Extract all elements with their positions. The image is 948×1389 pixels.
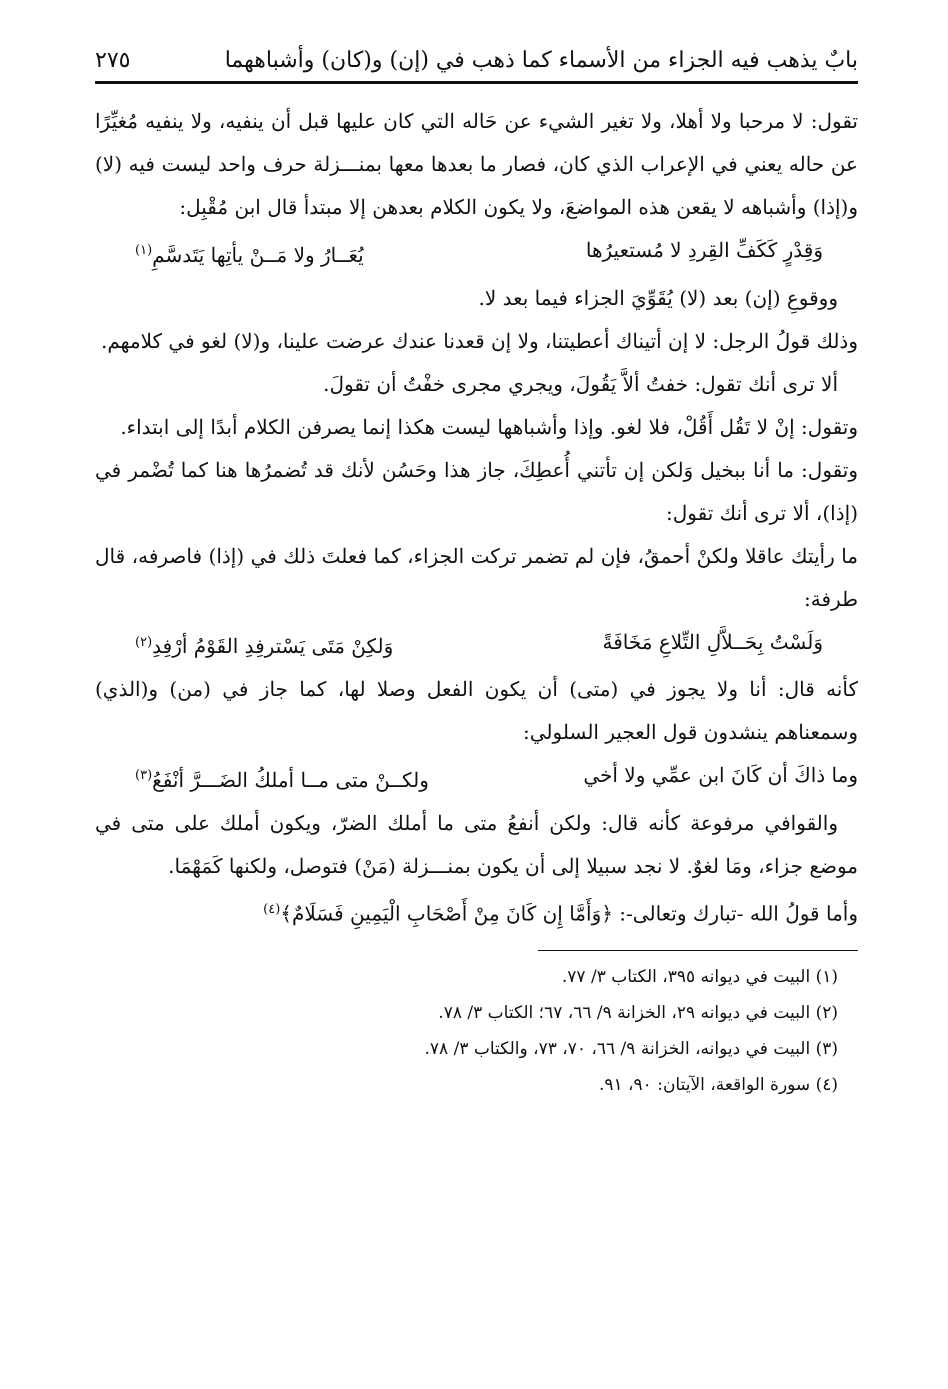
page-body [95,100,858,1103]
footnote-4: (٤) سورة الواقعة، الآيتان: ٩٠، ٩١. [598,1074,838,1095]
paragraph-4: ألا ترى أنك تقول: خفتُ ألاَّ يَقُولَ، ويجري مجرى خفْتُ أن تقولَ. [323,371,838,396]
verse-1-hemistich-2: يُعَــارُ ولا مَــنْ يأتِها يَتَدسَّمِ$^{(١)}$ [135,242,364,267]
page-header [95,36,858,84]
verse-2-hemistich-1: وَلَسْتُ بِحَــلاَّلِ التِّلاعِ مَخَافَةً [602,629,823,654]
verse-3 [95,754,858,802]
footnote-ref-1: (١) [135,243,153,258]
footnote-ref-2: (٢) [135,634,153,650]
paragraph-10: وأما قولُ الله -تبارك وتعالى-: ﴿وَأَمَّا إِن كَانَ مِنْ أَصْحَابِ الْيَمِينِ فَسَلَامٌ﴾$^{(٤)}$ [263,901,858,926]
verse-1 [95,229,858,277]
paragraph-3: وذلك قولُ الرجل: لا إن أتيناك أعطيتنا، ولا إن قعدنا عندك عرضت علينا، و(لا) لغو في كلامهم. [101,328,858,353]
paragraph-2: ووقوعِ (إن) بعد (لا) يُقَوِّيَ الجزاء فيما بعد لا. [478,285,838,310]
footnote-1: (١) البيت في ديوانه ٣٩٥، الكتاب ٣/ ٧٧. [561,966,838,987]
verse-3-hemistich-2: ولكــنْ متى مــا أملكُ الضَـــرَّ أنْفَعُ$^{(٣)}$ [135,767,429,792]
verse-2-hemistich-2: وَلكِنْ مَتَى يَسْترفِدِ القَوْمُ أرْفِدِ$^{(٢)}$ [135,634,394,659]
paragraph-5: وتقول: إنْ لا تَقُل أَقُلْ، فلا لغو. وإذا وأشباهها ليست هكذا إنما يصرفن الكلام أبدًا إلى ابتداء. [120,414,858,439]
verse-3-hemistich-1: وما ذاكَ أن كَانَ ابن عمِّي ولا أخي [583,763,858,788]
paragraph-9: والقوافي مرفوعة كأنه قال: ولكن أنفعُ متى ما أملك الضرّ، ويكون أملك على متى في موضع جزاء، ومَا لغوٌ. لا نجد سبيلا إلى أن يكون بمنـــزلة (مَنْ) فتوصل، ولكنها كَمَهْمَا. [95,810,858,878]
running-title: بابٌ يذهب فيه الجزاء من الأسماء كما ذهب في (إن) و(كان) وأشباههما [224,48,858,73]
footnote-divider [538,950,858,951]
paragraph-1: تقول: لا مرحبا ولا أهلا، ولا تغير الشيء عن حَاله التي كان عليها قبل أن ينفيه، ولا ينفيه مُغيِّرًا عن حاله يعني في الإعراب الذي كان، فصار ما بعدها معها بمنـــزلة حرف واحد ليست فيه (لا) و(إذا) وأشباهه لا يقعن هذه المواضعَ، ولا يكون الكلام بعدهن إلا مبتدأ قال ابن مُقْبِل: [95,109,858,219]
paragraph-8: كأنه قال: أنا ولا يجوز في (متى) أن يكون الفعل وصلا لها، كما جاز في (من) و(الذي) وسمعناهم ينشدون قول العجير السلولي: [95,677,858,745]
paragraph-7: ما رأيتك عاقلا ولكنْ أحمقُ، فإن لم تضمر تركت الجزاء، كما فعلتَ ذلك في (إذا) فاصرفه، قال طرفة: [95,543,858,611]
verse-2 [95,621,858,669]
footnote-ref-4: (٤) [263,901,281,917]
verse-1-hemistich-1: وَقِدْرٍ كَكَفِّ القِردِ لا مُستعيرُها [585,238,823,262]
footnote-3: (٣) البيت في ديوانه، الخزانة ٩/ ٦٦، ٧٠، ٧٣، والكتاب ٣/ ٧٨. [424,1038,838,1059]
footnote-2: (٢) البيت في ديوانه ٢٩، الخزانة ٩/ ٦٦، ٦٧؛ الكتاب ٣/ ٧٨. [438,1002,838,1023]
page-number: ٢٧٥ [95,48,131,73]
footnotes [95,959,858,1103]
paragraph-6: وتقول: ما أنا ببخيل وَلكن إن تأتني أُعطِكَ، جاز هذا وحَسُن لأنك قد تُضمرُها هنا كما تُضْمر في (إذا)، ألا ترى أنك تقول: [95,457,858,525]
footnote-ref-3: (٣) [135,768,153,784]
